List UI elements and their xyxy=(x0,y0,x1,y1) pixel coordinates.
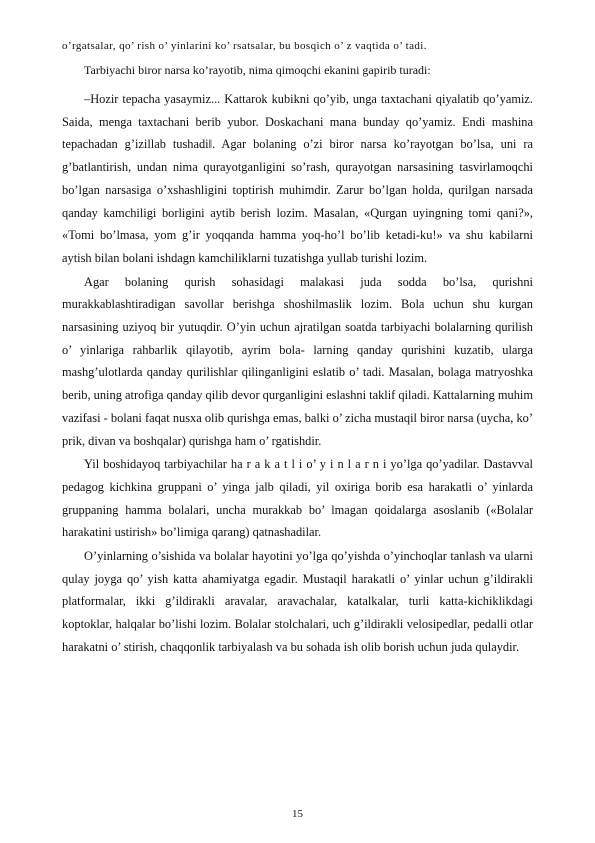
continued-text-line: o’rgatsalar, qo’ rish o’ yinlarini ko’ rsatsalar, bu bosqich o’ z vaqtida o’ tadi. xyxy=(62,40,427,52)
intro-sentence: Tarbiyachi biror narsa ko’rayotib, nima qimoqchi ekanini gapirib turadi: xyxy=(84,63,431,77)
page-number: 15 xyxy=(292,808,303,820)
body-text xyxy=(62,88,533,659)
paragraph-2: Agar bolaning qurish sohasidagi malakasi juda sodda bo’lsa, qurishni murakkablashtiradigan savollar berishga shoshilmaslik lozim. Bola uchun shu kurgan narsasining uziyoq bir yutuqdir. O’yin uchun ajratilgan soatda tarbiyachi bolalarning qurilish o’ yinlariga rahbarlik qilayotib, ayrim bola- larning qanday qurishini kuzatib, ularga mashg’ulotlarda qanday qurilishlar qilinganligini eslatib o’ tadi. Masalan, bolaga matryoshka berib, uning atrofiga qanday qilib devor qurganligini eslashni taklif qiladi. Kattalarning muhim vazifasi - bolani faqat nusxa olib qurishga emas, balki o’ zicha mustaqil biror narsa (uycha, ko’ prik, divan va boshqalar) qurishga ham o’ rgatishdir. xyxy=(62,274,533,448)
paragraph-1: –Hozir tepacha yasaymiz... Kattarok kubikni qo’yib, unga taxtachani qiyalatib qo’yamiz. Saida, menga taxtachani berib yubor. Doskachani mana bunday qo’yamiz. Endi mashina tepachadan g’izillab tushadi‖. Agar bolaning o’zi biror narsa ko’rayotgan bo’lsa, uni ra g’batlantirish, undan nima qurayotganligini so’rash, qurayotgan narsasining tasvirlamoqchi bo’lgan narsasiga o’xshashligini toptirish muhimdir. Zarur bo’lgan holda, qurilgan narsada qanday kamchiligi borligini aytib berish lozim. Masalan, «Qurgan uyingning tomi qani?», «Tomi bo’lmasa, yom g’ir yoqqanda hamma yoq-ho’l bo’lib ketadi-ku!» va shu kabilarni aytish bilan bolani ishdagn kamchiliklarni tuzatishga yullab turishi lozim. xyxy=(62,92,533,265)
paragraph-3: Yil boshidayoq tarbiyachilar ha r a k a t l i o’ y i n l a r n i yo’lga qo’yadilar. Dastavval pedagog kichkina gruppani o’ yinga jalb qiladi, yil oxiriga borib esa harakatli o’ yinlarda gruppaning hamma bolalari, uncha murakkab bo’ lmagan qoidalarga asoslanib («Bolalar harakatini ustirish» bo’limiga qarang) qatnashadilar. xyxy=(62,457,533,540)
paragraph-4: O’yinlarning o’sishida va bolalar hayotini yo’lga qo’yishda o’yinchoqlar tanlash va ularni qulay joyga qo’ yish katta ahamiyatga egadir. Mustaqil harakatli o’ yinlar uchun g’ildirakli platformalar, ikki g’ildirakli aravalar, aravachalar, katalkalar, turli katta-kichiklikdagi koptoklar, halqalar bo’lishi lozim. Bolalar stolchalari, uch g’ildirakli velosipedlar, pedalli otlar harakatni o’ stirish, chaqqonlik tarbiyalash va bu sohada ish olib borish uchun juda qulaydir. xyxy=(62,549,533,654)
